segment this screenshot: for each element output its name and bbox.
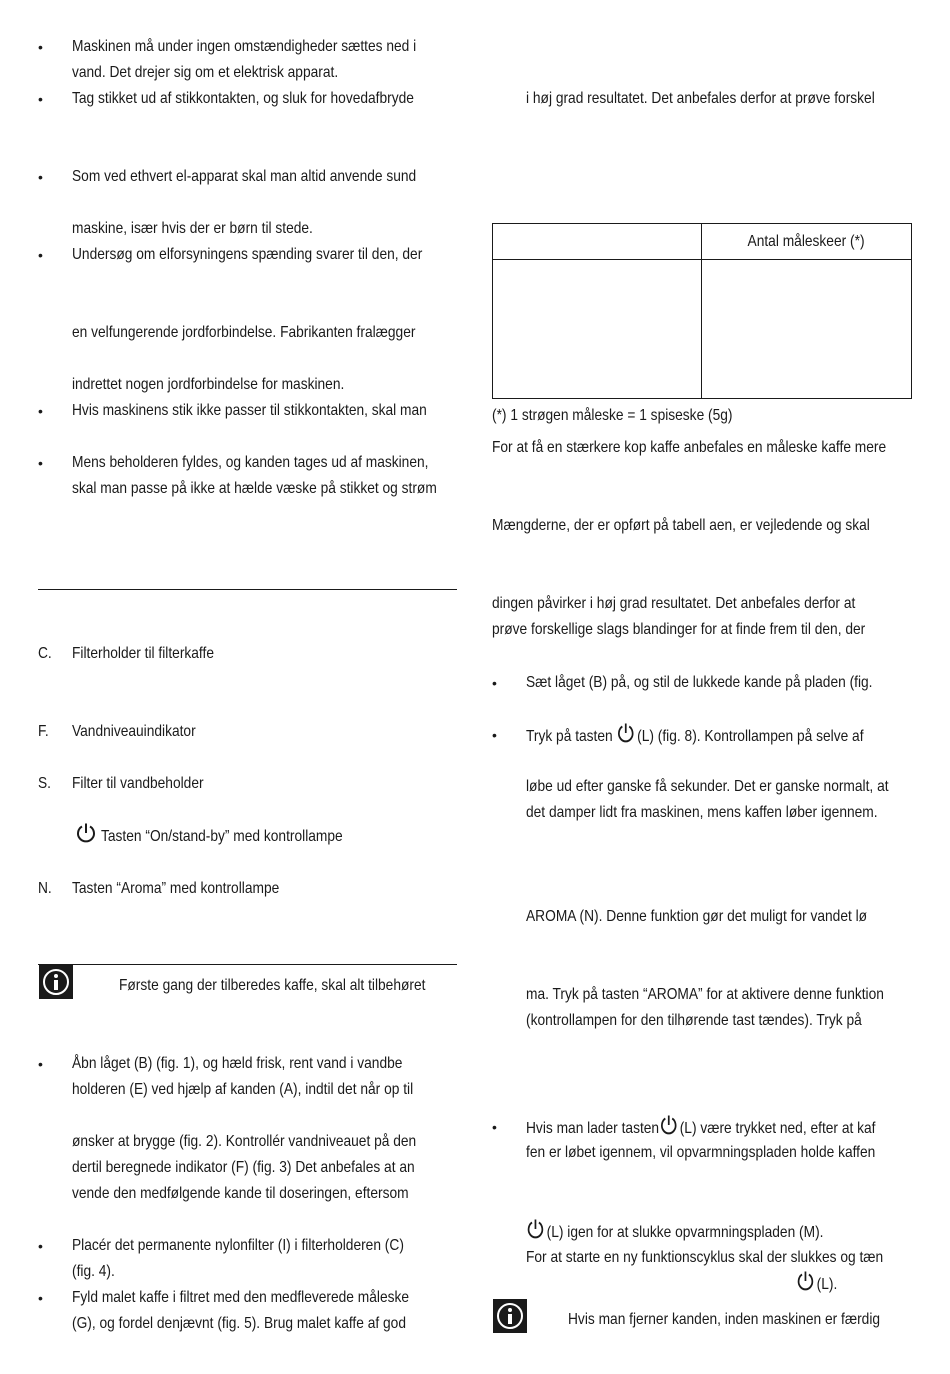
text-line: Fyld malet kaffe i filtret med den medfleverede måleske [72,1289,410,1306]
bullet: • [492,1119,497,1135]
text-line [796,1270,837,1298]
table-header-cell [702,224,912,260]
footnote: (*) 1 strøgen måleske = 1 spiseske (5g) [492,407,733,424]
text-line [526,1114,875,1142]
text-line: Mens beholderen fyldes, og kanden tages ud af maskinen, [72,454,429,471]
text-line: Undersøg om elforsyningens spænding svarer til den, der [72,246,423,263]
text-line: i høj grad resultatet. Det anbefales derfor at prøve forskel [526,90,875,107]
power-icon [75,822,97,844]
text-line: Hvis maskinens stik ikke passer til stikkontakten, skal man [72,402,427,419]
bullet: • [38,455,43,471]
text-line: dingen påvirker i høj grad resultatet. Det anbefales derfor at [492,595,856,612]
text-line: For at få en stærkere kop kaffe anbefales en måleske kaffe mere [492,439,887,456]
bullet: • [38,91,43,107]
power-icon [526,1218,545,1240]
text-fragment: (L) (fig. 8). Kontrollampen på selve af [637,728,864,745]
text-line: en velfungerende jordforbindelse. Fabrikanten fralægger [72,324,416,341]
text-line: ønsker at brygge (fig. 2). Kontrollér vandniveauet på den [72,1133,417,1150]
text-line: fen er løbet igennem, vil opvarmningspladen holde kaffen [526,1144,876,1161]
part-label-s: S. [38,775,52,792]
text-line: skal man passe på ikke at hælde væske på stikket og strøm [72,480,437,497]
power-icon [796,1270,815,1292]
part-text-s: Filter til vandbeholder [72,775,204,792]
text-line: Maskinen må under ingen omstændigheder sættes ned i [72,38,417,55]
dosage-table [492,223,912,399]
info-note: Hvis man fjerner kanden, inden maskinen er færdig [568,1311,881,1328]
part-text-n: Tasten “Aroma” med kontrollampe [72,880,280,897]
power-icon [617,722,636,744]
part-text-c: Filterholder til filterkaffe [72,645,214,662]
text-fragment: (L) igen for at slukke opvarmningspladen (M). [546,1224,824,1241]
table-cell [702,260,912,399]
bullet: • [38,247,43,263]
part-label-f: F. [38,723,49,740]
power-icon [659,1114,678,1136]
text-line: dertil beregnede indikator (F) (fig. 3) Det anbefales at an [72,1159,415,1176]
info-note: Første gang der tilberedes kaffe, skal alt tilbehøret [119,977,426,994]
text-line: AROMA (N). Denne funktion gør det muligt for vandet lø [526,908,868,925]
bullet: • [492,675,497,691]
text-line: Som ved ethvert el-apparat skal man altid anvende sund [72,168,417,185]
bullet: • [38,1290,43,1306]
text-line: Mængderne, der er opført på tabell aen, er vejledende og skal [492,517,870,534]
bullet: • [492,727,497,743]
text-line: Placér det permanente nylonfilter (I) i filterholderen (C) [72,1237,404,1254]
text-line [526,1218,823,1246]
text-line: Sæt låget (B) på, og stil de lukkede kande på pladen (fig. [526,674,873,691]
text-line [526,722,864,750]
text-line: For at starte en ny funktionscyklus skal der slukkes og tæn [526,1249,884,1266]
bullet: • [38,403,43,419]
text-line: vende den medfølgende kande til doseringen, eftersom [72,1185,409,1202]
text-line: (fig. 4). [72,1263,115,1280]
bullet: • [38,1238,43,1254]
text-fragment: Tryk på tasten [526,728,613,745]
text-line: prøve forskellige slags blandinger for at finde frem til den, der [492,621,866,638]
section-divider [38,964,457,965]
text-fragment: Hvis man lader tasten [526,1120,660,1137]
text-line: løbe ud efter ganske få sekunder. Det er ganske normalt, at [526,778,889,795]
text-line: Åbn låget (B) (fig. 1), og hæld frisk, rent vand i vandbe [72,1055,403,1072]
text-line: (G), og fordel denjævnt (fig. 5). Brug malet kaffe af god [72,1315,406,1332]
info-icon [39,965,73,999]
part-label-n: N. [38,880,52,897]
table-header-label: Antal måleskeer (*) [747,232,865,250]
text-line: ma. Tryk på tasten “AROMA” for at aktivere denne funktion [526,986,884,1003]
part-label-c: C. [38,645,52,662]
bullet: • [38,169,43,185]
part-text-f: Vandniveauindikator [72,723,196,740]
text-line: indrettet nogen jordforbindelse for maskinen. [72,376,345,393]
bullet: • [38,39,43,55]
section-divider [38,589,457,590]
text-line: (kontrollampen for den tilhørende tast tændes). Tryk på [526,1012,862,1029]
part-text-power: Tasten “On/stand-by” med kontrollampe [101,828,343,845]
info-icon [493,1299,527,1333]
text-line: vand. Det drejer sig om et elektrisk apparat. [72,64,339,81]
text-fragment: (L). [816,1276,838,1293]
table-cell [493,260,702,399]
bullet: • [38,1056,43,1072]
text-line: Tag stikket ud af stikkontakten, og sluk for hovedafbryde [72,90,414,107]
table-header-cell [493,224,702,260]
text-fragment: (L) være trykket ned, efter at kaf [679,1120,876,1137]
text-line: holderen (E) ved hjælp af kanden (A), indtil det når op til [72,1081,414,1098]
text-line: maskine, især hvis der er børn til stede. [72,220,313,237]
text-line: det damper lidt fra maskinen, mens kaffen løber igennem. [526,804,878,821]
